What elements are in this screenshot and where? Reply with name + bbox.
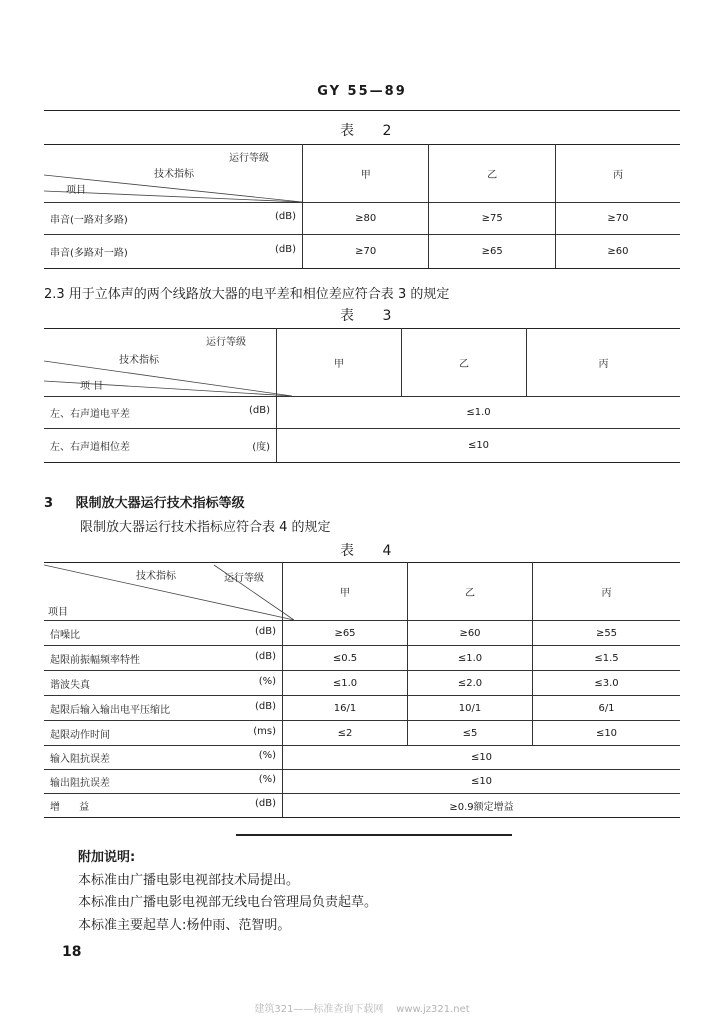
table3-corner-indicator: 技术指标 (119, 355, 159, 366)
table-row (44, 770, 680, 794)
cell-value: ≤0.5 (283, 646, 408, 671)
row-name: 谐波失真 (50, 679, 90, 691)
table2-grade-2: 乙 (429, 145, 555, 203)
notes-divider (236, 834, 512, 836)
row-name: 输入阻抗误差 (50, 754, 110, 765)
table-row (44, 429, 680, 463)
row-name: 左、右声道相位差 (50, 442, 130, 453)
section-3-title: 限制放大器运行技术指标等级 (75, 496, 245, 511)
row-unit: (%) (258, 675, 276, 687)
table4-caption: 表 4 (340, 543, 404, 559)
row-unit: (度) (252, 442, 270, 453)
table3-grade-3: 丙 (527, 329, 681, 397)
table4 (44, 562, 680, 818)
merged-value: ≤1.0 (277, 397, 681, 429)
table4-grade-2: 乙 (408, 563, 533, 621)
row-unit: (dB) (274, 211, 296, 222)
table2-corner-item: 项目 (66, 185, 86, 196)
merged-value: ≤10 (283, 770, 681, 794)
cell-value: ≤10 (533, 721, 681, 746)
table2-corner-cell (44, 145, 303, 203)
notes-line: 本标准由广播电影电视部无线电台管理局负责起草。 (78, 895, 378, 910)
notes-line: 本标准由广播电影电视部技术局提出。 (78, 873, 300, 888)
row-unit: (ms) (253, 725, 276, 737)
table-row (44, 621, 680, 646)
cell-value: ≤5 (408, 721, 533, 746)
table4-grade-1: 甲 (283, 563, 408, 621)
cell-value: ≤1.0 (283, 671, 408, 696)
row-name: 起限后输入输出电平压缩比 (50, 704, 170, 716)
table4-corner-item: 项目 (48, 607, 68, 618)
row-name: 左、右声道电平差 (50, 409, 130, 420)
cell-value: ≥80 (303, 203, 429, 235)
table3-corner-grade: 运行等级 (206, 337, 246, 348)
row-name: 输出阻抗误差 (50, 778, 110, 789)
table-row (44, 696, 680, 721)
table3-grade-2: 乙 (402, 329, 527, 397)
table3 (44, 328, 680, 463)
table-row (44, 721, 680, 746)
row-unit: (dB) (254, 650, 276, 662)
table-row (44, 671, 680, 696)
row-unit: (%) (258, 774, 276, 785)
cell-value: ≤1.5 (533, 646, 681, 671)
table-row (44, 397, 680, 429)
cell-value: ≥55 (533, 621, 681, 646)
row-name: 起限前振幅频率特性 (50, 654, 140, 666)
cell-value: ≥70 (555, 203, 680, 235)
table-row (44, 235, 680, 269)
table4-grade-3: 丙 (533, 563, 681, 621)
table3-caption: 表 3 (340, 308, 404, 324)
table2-caption: 表 2 (340, 123, 404, 139)
cell-value: ≥70 (303, 235, 429, 269)
cell-value: ≥60 (408, 621, 533, 646)
merged-value: ≤10 (283, 746, 681, 770)
row-unit: (dB) (254, 798, 276, 809)
cell-value: ≤2.0 (408, 671, 533, 696)
row-unit: (dB) (274, 244, 296, 255)
table4-corner-grade: 运行等级 (224, 573, 264, 584)
cell-value: ≥75 (429, 203, 555, 235)
cell-value: 6/1 (533, 696, 681, 721)
table-row (44, 746, 680, 770)
watermark: 建筑321——标准查询下载网 www.jz321.net (254, 1004, 470, 1015)
page-number: 18 (62, 944, 82, 960)
table3-corner-item: 项 目 (80, 381, 104, 392)
section-3-heading (44, 492, 245, 511)
cell-value: ≤1.0 (408, 646, 533, 671)
table-row (44, 646, 680, 671)
merged-value: ≤10 (277, 429, 681, 463)
table2-corner-grade: 运行等级 (229, 153, 269, 164)
cell-value: ≥60 (555, 235, 680, 269)
table2-grade-1: 甲 (303, 145, 429, 203)
table4-corner-indicator: 技术指标 (136, 571, 176, 582)
cell-value: ≥65 (283, 621, 408, 646)
table4-corner-cell (44, 563, 283, 621)
table-row (44, 794, 680, 818)
row-name: 增 益 (50, 802, 90, 813)
cell-value: ≥65 (429, 235, 555, 269)
header-rule (44, 110, 680, 111)
row-unit: (dB) (248, 405, 270, 416)
table2-corner-indicator: 技术指标 (154, 169, 194, 180)
section-3-text: 限制放大器运行技术指标应符合表 4 的规定 (80, 520, 331, 535)
row-unit: (dB) (254, 700, 276, 712)
notes-line: 本标准主要起草人:杨仲雨、范智明。 (78, 918, 291, 933)
row-name: 串音(多路对一路) (50, 248, 128, 259)
table2 (44, 144, 680, 269)
cell-value: ≤2 (283, 721, 408, 746)
row-unit: (dB) (254, 625, 276, 637)
cell-value: 16/1 (283, 696, 408, 721)
cell-value: ≤3.0 (533, 671, 681, 696)
table2-grade-3: 丙 (555, 145, 680, 203)
row-name: 起限动作时间 (50, 729, 110, 741)
row-name: 信噪比 (50, 629, 80, 641)
row-name: 串音(一路对多路) (50, 215, 128, 226)
notes-title: 附加说明: (78, 850, 136, 865)
row-unit: (%) (258, 750, 276, 761)
section-3-number: 3 (44, 496, 54, 511)
merged-value: ≥0.9额定增益 (283, 794, 681, 818)
table-row (44, 203, 680, 235)
table3-corner-cell (44, 329, 277, 397)
table3-grade-1: 甲 (277, 329, 402, 397)
document-header: GY 55—89 (317, 84, 407, 99)
section-2-3-text: 2.3 用于立体声的两个线路放大器的电平差和相位差应符合表 3 的规定 (44, 287, 450, 302)
cell-value: 10/1 (408, 696, 533, 721)
